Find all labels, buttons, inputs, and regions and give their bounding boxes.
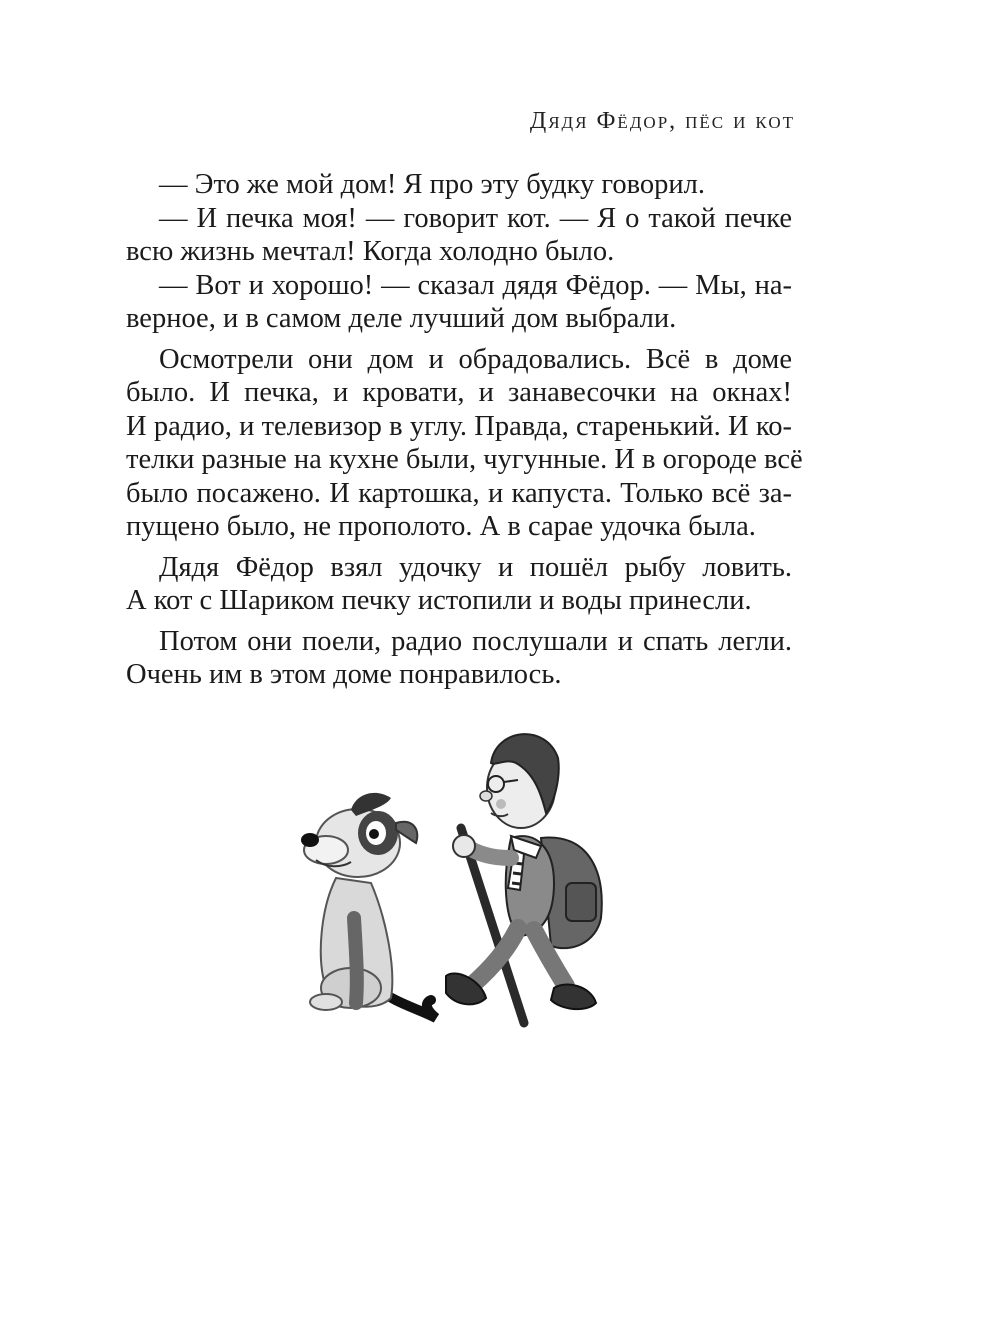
text-line: Осмотрели они дом и обрадовались. Всё в доме [159,343,792,375]
paragraph [126,269,792,336]
text-line: пущено было, не прополото. А в сарае удочка была. [126,511,756,542]
text-line: было посажено. И картошка, и капуста. Только всё за- [126,477,792,509]
text-line: всю жизнь мечтал! Когда холодно было. [126,236,615,267]
paragraph [126,168,792,202]
text-line: А кот с Шариком печку истопили и воды принесли. [126,585,752,616]
body-text [126,168,803,692]
text-line: Очень им в этом доме понравилось. [126,659,562,690]
text-line: — Вот и хорошо! — сказал дядя Фёдор. — Мы, на- [159,269,792,301]
text-line: Потом они поели, радио послушали и спать легли. [159,625,792,657]
text-line: телки разные на кухне были, чугунные. И в огороде всё [126,444,803,475]
text-line: верное, и в самом деле лучший дом выбрали. [126,303,677,334]
paragraph [126,625,792,692]
paragraph [126,343,803,544]
illustration [296,718,626,1038]
dog-sitting-icon [301,793,436,1018]
text-line: И радио, и телевизор в углу. Правда, старенький. И ко- [126,410,792,442]
text-line: Дядя Фёдор взял удочку и пошёл рыбу ловить. [159,551,792,583]
boy-with-backpack-and-stick-icon [446,734,602,1023]
text-line: — Это же мой дом! Я про эту будку говорил. [159,169,705,200]
text-line: — И печка моя! — говорит кот. — Я о такой печке [159,202,792,234]
text-line: было. И печка, и кровати, и занавесочки на окнах! [126,377,792,408]
paragraph [126,551,792,618]
paragraph [126,202,792,269]
running-head: Дядя Фёдор, пёс и кот [529,108,795,134]
